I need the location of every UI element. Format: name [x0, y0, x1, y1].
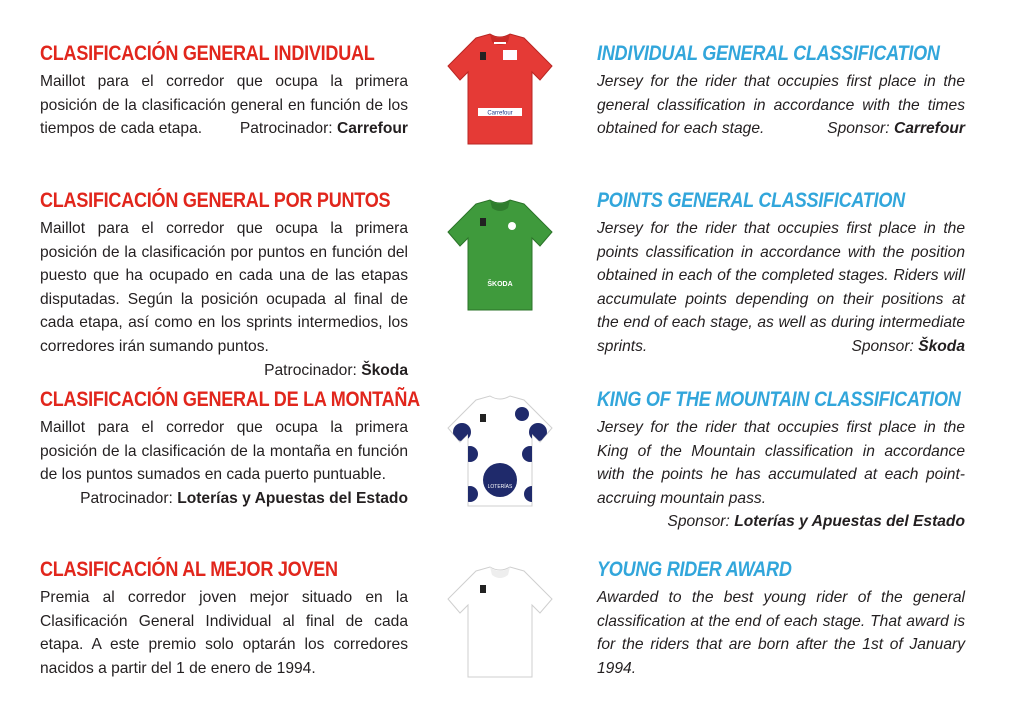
- jersey-sponsor-text: Carrefour: [487, 110, 513, 117]
- es-title: CLASIFICACIÓN GENERAL POR PUNTOS: [40, 189, 391, 212]
- en-section-points: [597, 189, 965, 359]
- es-description: Maillot para el corredor que ocupa la primera posición de la clasificación por puntos en función del puesto que ha ocupado en cada una de las etapas disputadas. Según la posición ocupada al final de cada etapa, así como en los sprints intermedios, los corredores irán sumando puntos. Patrocinador: Škoda: [40, 217, 408, 359]
- es-section-mountain: [40, 388, 420, 510]
- jersey-sponsor-text: ŠKODA: [487, 281, 513, 288]
- es-section-individual: [40, 42, 408, 141]
- en-section-mountain: [597, 388, 965, 534]
- en-description: Jersey for the rider that occupies first place in the points classification in accordance with the position obtained in each of the completed stages. Riders will accumulate points depending on their positions at the end of each stage, as well as during intermediate sprints. Sponsor: Škoda: [597, 217, 965, 359]
- es-title: CLASIFICACIÓN GENERAL INDIVIDUAL: [40, 42, 375, 65]
- en-section-individual: [597, 42, 965, 141]
- jersey-sponsor-text: LOTERÍAS: [487, 484, 513, 490]
- es-title: CLASIFICACIÓN GENERAL DE LA MONTAÑA: [40, 388, 420, 411]
- en-title: INDIVIDUAL GENERAL CLASSIFICATION: [597, 42, 940, 65]
- es-sponsor: Patrocinador: Carrefour: [239, 120, 408, 138]
- white-jersey-image: [440, 563, 560, 681]
- en-sponsor: Sponsor: Carrefour: [827, 120, 965, 138]
- red-jersey-image: [440, 30, 560, 148]
- en-section-young: [597, 558, 965, 680]
- es-description: Premia al corredor joven mejor situado en la Clasificación General Individual al final de cada etapa. A este premio solo optarán los corredores nacidos a partir del 1 de enero de 1994.: [40, 589, 408, 677]
- es-description: Maillot para el corredor que ocupa la primera posición de la clasificación general en función de los tiempos de cada etapa. Patrocinador: Carrefour: [40, 70, 408, 141]
- es-description: Maillot para el corredor que ocupa la primera posición de la clasificación de la montaña en función de los puntos sumados en cada puerto puntuable.: [40, 419, 408, 484]
- green-jersey-image: [440, 196, 560, 314]
- es-section-young: [40, 558, 408, 680]
- es-sponsor: Patrocinador: Škoda: [264, 361, 408, 379]
- en-title: KING OF THE MOUNTAIN CLASSIFICATION: [597, 388, 961, 411]
- en-sponsor: Sponsor: Loterías y Apuestas del Estado: [667, 513, 965, 531]
- es-section-points: [40, 189, 408, 382]
- en-description: Jersey for the rider that occupies first place in the general classification in accordance with the times obtained for each stage. Sponsor: Carrefour: [597, 70, 965, 141]
- polka-dot-jersey-image: [440, 392, 560, 510]
- en-sponsor: Sponsor: Škoda: [851, 337, 965, 355]
- en-description: Jersey for the rider that occupies first place in the King of the Mountain classification in accordance with the points he has accumulated at each point-accruing mountain pass.: [597, 419, 965, 507]
- es-sponsor: Patrocinador: Loterías y Apuestas del Estado: [80, 489, 408, 507]
- es-title: CLASIFICACIÓN AL MEJOR JOVEN: [40, 558, 338, 581]
- en-description: Awarded to the best young rider of the general classification at the end of each stage. That award is for the riders that are born after the 1st of January 1994.: [597, 589, 965, 677]
- en-title: POINTS GENERAL CLASSIFICATION: [597, 189, 905, 212]
- en-title: YOUNG RIDER AWARD: [597, 558, 792, 581]
